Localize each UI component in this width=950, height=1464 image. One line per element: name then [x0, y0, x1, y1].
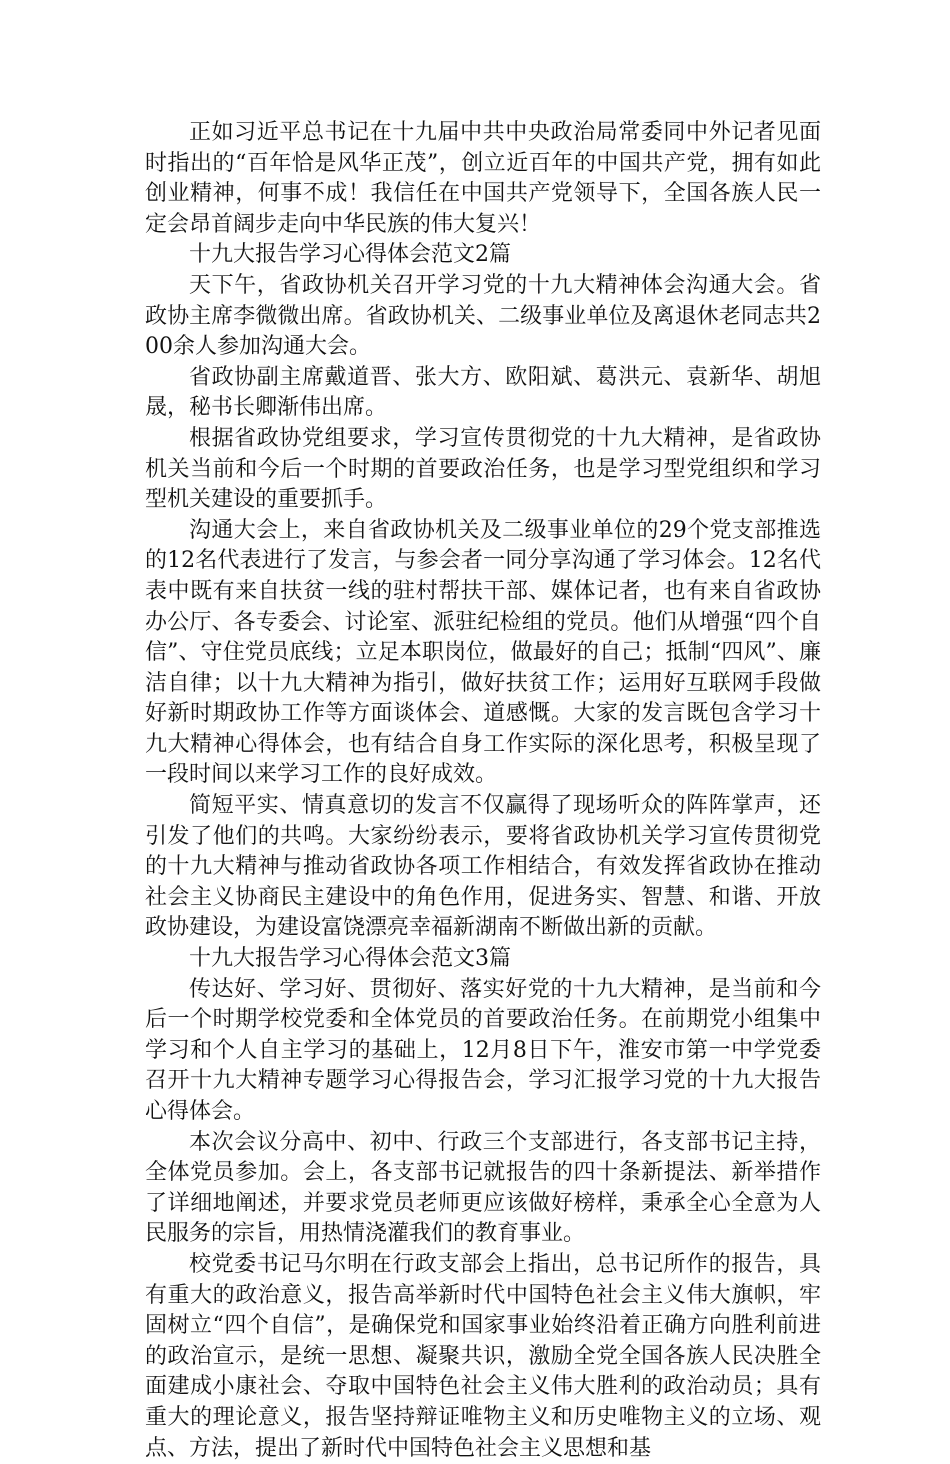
- body-paragraph: 校党委书记马尔明在行政支部会上指出，总书记所作的报告，具有重大的政治意义，报告高举新时代中国特色社会主义伟大旗帜，牢固树立“四个自信”，是确保党和国家事业始终沿着正确方向胜利前进的政治宣示，是统一思想、凝聚共识，激励全党全国各族人民决胜全面建成小康社会、夺取中国特色社会主义伟大胜利的政治动员；具有重大的理论意义，报告坚持辩证唯物主义和历史唯物主义的立场、观点、方法，提出了新时代中国特色社会主义思想和基: [145, 1251, 821, 1461]
- document-page: [145, 118, 821, 1464]
- body-paragraph: 简短平实、情真意切的发言不仅赢得了现场听众的阵阵掌声，还引发了他们的共鸣。大家纷纷表示，要将省政协机关学习宣传贯彻党的十九大精神与推动省政协各项工作相结合，有效发挥省政协在推动社会主义协商民主建设中的角色作用，促进务实、智慧、和谐、开放政协建设，为建设富饶漂亮幸福新湖南不断做出新的贡献。: [145, 793, 821, 941]
- body-paragraph: 省政协副主席戴道晋、张大方、欧阳斌、葛洪元、袁新华、胡旭晟，秘书长卿渐伟出席。: [145, 364, 821, 421]
- body-paragraph: 正如习近平总书记在十九届中共中央政治局常委同中外记者见面时指出的“百年恰是风华正茂”，创立近百年的中国共产党，拥有如此创业精神，何事不成！我信任在中国共产党领导下，全国各族人民一定会昂首阔步走向中华民族的伟大复兴！: [145, 120, 821, 237]
- body-paragraph: 天下午，省政协机关召开学习党的十九大精神体会沟通大会。省政协主席李微微出席。省政协机关、二级事业单位及离退休老同志共200余人参加沟通大会。: [145, 272, 821, 360]
- section-heading: 十九大报告学习心得体会范文2篇: [189, 242, 511, 268]
- body-paragraph: 沟通大会上，来自省政协机关及二级事业单位的29个党支部推选的12名代表进行了发言，与参会者一同分享沟通了学习体会。12名代表中既有来自扶贫一线的驻村帮扶干部、媒体记者，也有来自省政协办公厅、各专委会、讨论室、派驻纪检组的党员。他们从增强“四个自信”、守住党员底线；立足本职岗位，做最好的自己；抵制“四风”、廉洁自律；以十九大精神为指引，做好扶贫工作；运用好互联网手段做好新时期政协工作等方面谈体会、道感慨。大家的发言既包含学习十九大精神心得体会，也有结合自身工作实际的深化思考，积极呈现了一段时间以来学习工作的良好成效。: [145, 517, 821, 788]
- body-paragraph: 传达好、学习好、贯彻好、落实好党的十九大精神，是当前和今后一个时期学校党委和全体党员的首要政治任务。在前期党小组集中学习和个人自主学习的基础上，12月8日下午，淮安市第一中学党委召开十九大精神专题学习心得报告会，学习汇报学习党的十九大报告心得体会。: [145, 976, 821, 1124]
- body-paragraph: 本次会议分高中、初中、行政三个支部进行，各支部书记主持，全体党员参加。会上，各支部书记就报告的四十条新提法、新举措作了详细地阐述，并要求党员老师更应该做好榜样，秉承全心全意为人民服务的宗旨，用热情浇灌我们的教育事业。: [145, 1129, 821, 1247]
- body-paragraph: 根据省政协党组要求，学习宣传贯彻党的十九大精神，是省政协机关当前和今后一个时期的首要政治任务，也是学习型党组织和学习型机关建设的重要抓手。: [145, 425, 821, 513]
- section-heading: 十九大报告学习心得体会范文3篇: [189, 946, 511, 972]
